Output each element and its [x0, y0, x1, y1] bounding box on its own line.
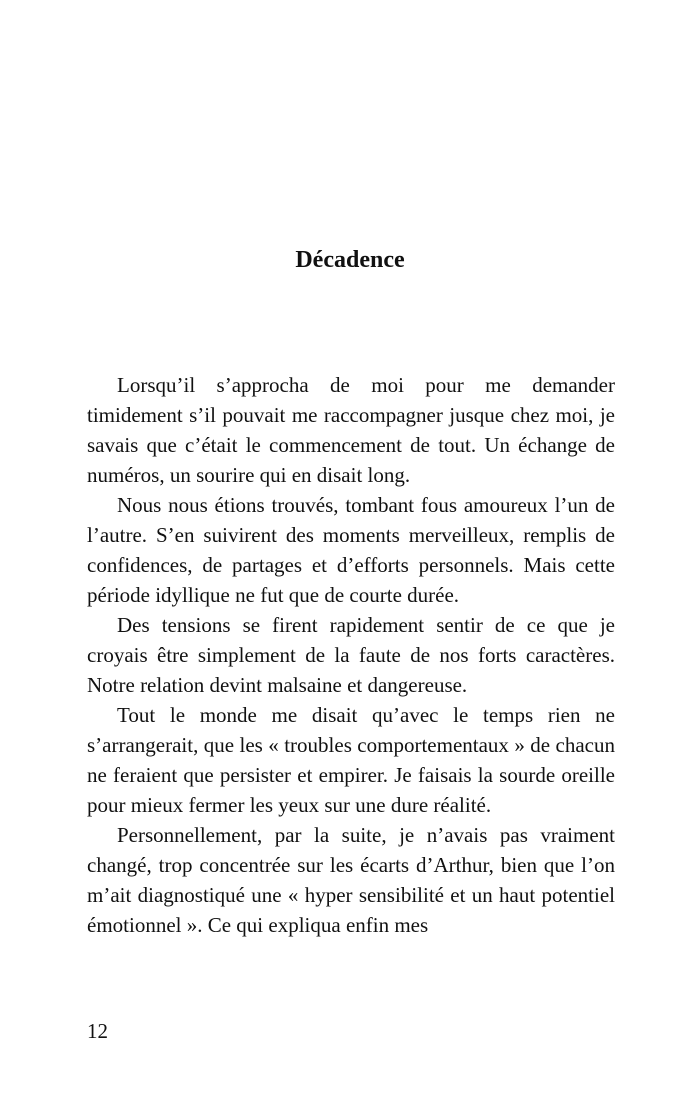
chapter-title: Décadence [295, 247, 405, 273]
paragraph: Personnellement, par la suite, je n’avais pas vraiment changé, trop concentrée sur les écarts d’Arthur, bien que l’on m’ait diagnostiqué une « hyper sensibilité et un haut potentiel émotionnel ». Ce qui expliqua enfin mes [87, 823, 615, 937]
body-text [87, 370, 615, 940]
paragraph: Lorsqu’il s’approcha de moi pour me demander timidement s’il pouvait me raccompagner jusque chez moi, je savais que c’était le commencement de tout. Un échange de numéros, un sourire qui en disait long. [87, 373, 615, 487]
paragraph: Des tensions se firent rapidement sentir de ce que je croyais être simplement de la faute de nos forts caractères. Notre relation devint malsaine et dangereuse. [87, 613, 615, 697]
paragraph: Nous nous étions trouvés, tombant fous amoureux l’un de l’autre. S’en suivirent des moments merveilleux, remplis de confidences, de partages et d’efforts personnels. Mais cette période idyllique ne fut que de courte durée. [87, 493, 615, 607]
paragraph: Tout le monde me disait qu’avec le temps rien ne s’arrangerait, que les « troubles comportementaux » de chacun ne feraient que persister et empirer. Je faisais la sourde oreille pour mieux fermer les yeux sur une dure réalité. [87, 703, 615, 817]
page-number: 12 [87, 1019, 108, 1043]
